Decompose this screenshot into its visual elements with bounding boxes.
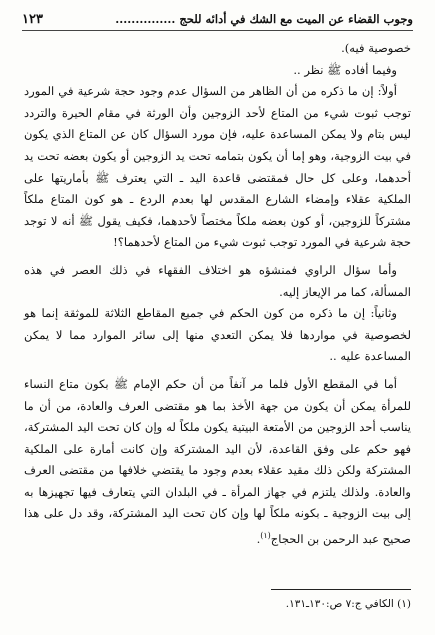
- paragraph: [24, 374, 411, 551]
- footnote-divider: [271, 589, 411, 590]
- body-text: [24, 38, 411, 551]
- page-number: ١٢٣: [22, 11, 43, 27]
- paragraph: وثانياً: إن ما ذكره من كون الحكم في جميع المقاطع الثلاثة للموثقة إنما هو لخصوصية في مواردها فلا يمكن التعدي منها إلى سائر الموارد مما لا يمكن المساعدة عليه ..: [24, 306, 411, 364]
- paragraph-tail: .: [256, 531, 261, 546]
- paragraph: وأما سؤال الراوي فمنشؤه هو اختلاف الفقهاء في ذلك العصر في هذه المسألة، كما مر الإيعاز إليه.: [24, 262, 411, 299]
- footnote-reference: (١): [260, 531, 271, 541]
- paragraph: خصوصية فيه).: [341, 41, 411, 55]
- paragraph: وفيما أفاده ﷺ نظر ..: [293, 62, 397, 77]
- header-title: وجوب القضاء عن الميت مع الشك في أدائه للحج ...............: [115, 12, 413, 26]
- paragraph: أولاً: إن ما ذكره من أن الظاهر من السؤال عدم وجود حجة شرعية في المورد توجب ثبوت شيء من المتاع لأحد الزوجين وأن الورثة في مقام الحيرة والتردد ليس بتام ولا يمكن المساعدة عليه، فإن مورد السؤال كان عن المتاع الذي يكون في بيت الزوجية، وهو إما أن يكون بتمامه تحت يد الزوجين أو يكون بعضه تحت يد أحدهما، وعلى كل حال فمقتضى قاعدة اليد ـ التي يعترف ﷺ بأماريتها على الملكية عقلاء وإمضاء الشارع المقدس لها بعدم الردع ـ هو كون المتاع ملكاً مشتركاً للزوجين، أو كون بعضه ملكاً مختصاً لأحدهما، فكيف يقول ﷺ أنه لا توجد حجة شرعية في المورد توجب ثبوت شيء من المتاع لأحدهما؟!: [24, 84, 411, 250]
- paragraph-text: أما في المقطع الأول فلما مر آنفاً من أن حكم الإمام ﷺ بكون متاع النساء للمرأة يمكن أن يكون من جهة الأخذ بما هو مقتضى العرف والعادة، من أن ما يناسب أحد الزوجين من الأمتعة البيتية يكون ملكاً له وإن كان تحت اليد المشتركة، فهو حكم على وفق القاعدة، لأن اليد المشتركة وإن كانت أمارة على الملكية المشتركة ولكن ذلك مقيد عقلاء بعدم وجود ما يقتضي خلافها من مقتضى العرف والعادة. ولذلك يلتزم في جهاز المرأة ـ في البلدان التي يتعارف فيها تجهيزها به إلى بيت الزوجية ـ بكونه ملكاً لها وإن كان تحت اليد المشتركة، وقد دل على هذا صحيح عبد الرحمن بن الحجاج: [24, 376, 411, 546]
- running-header: [22, 8, 413, 31]
- footnote: (١) الكافي ج:٧ ص:١٣٠ـ١٣١.: [285, 598, 411, 610]
